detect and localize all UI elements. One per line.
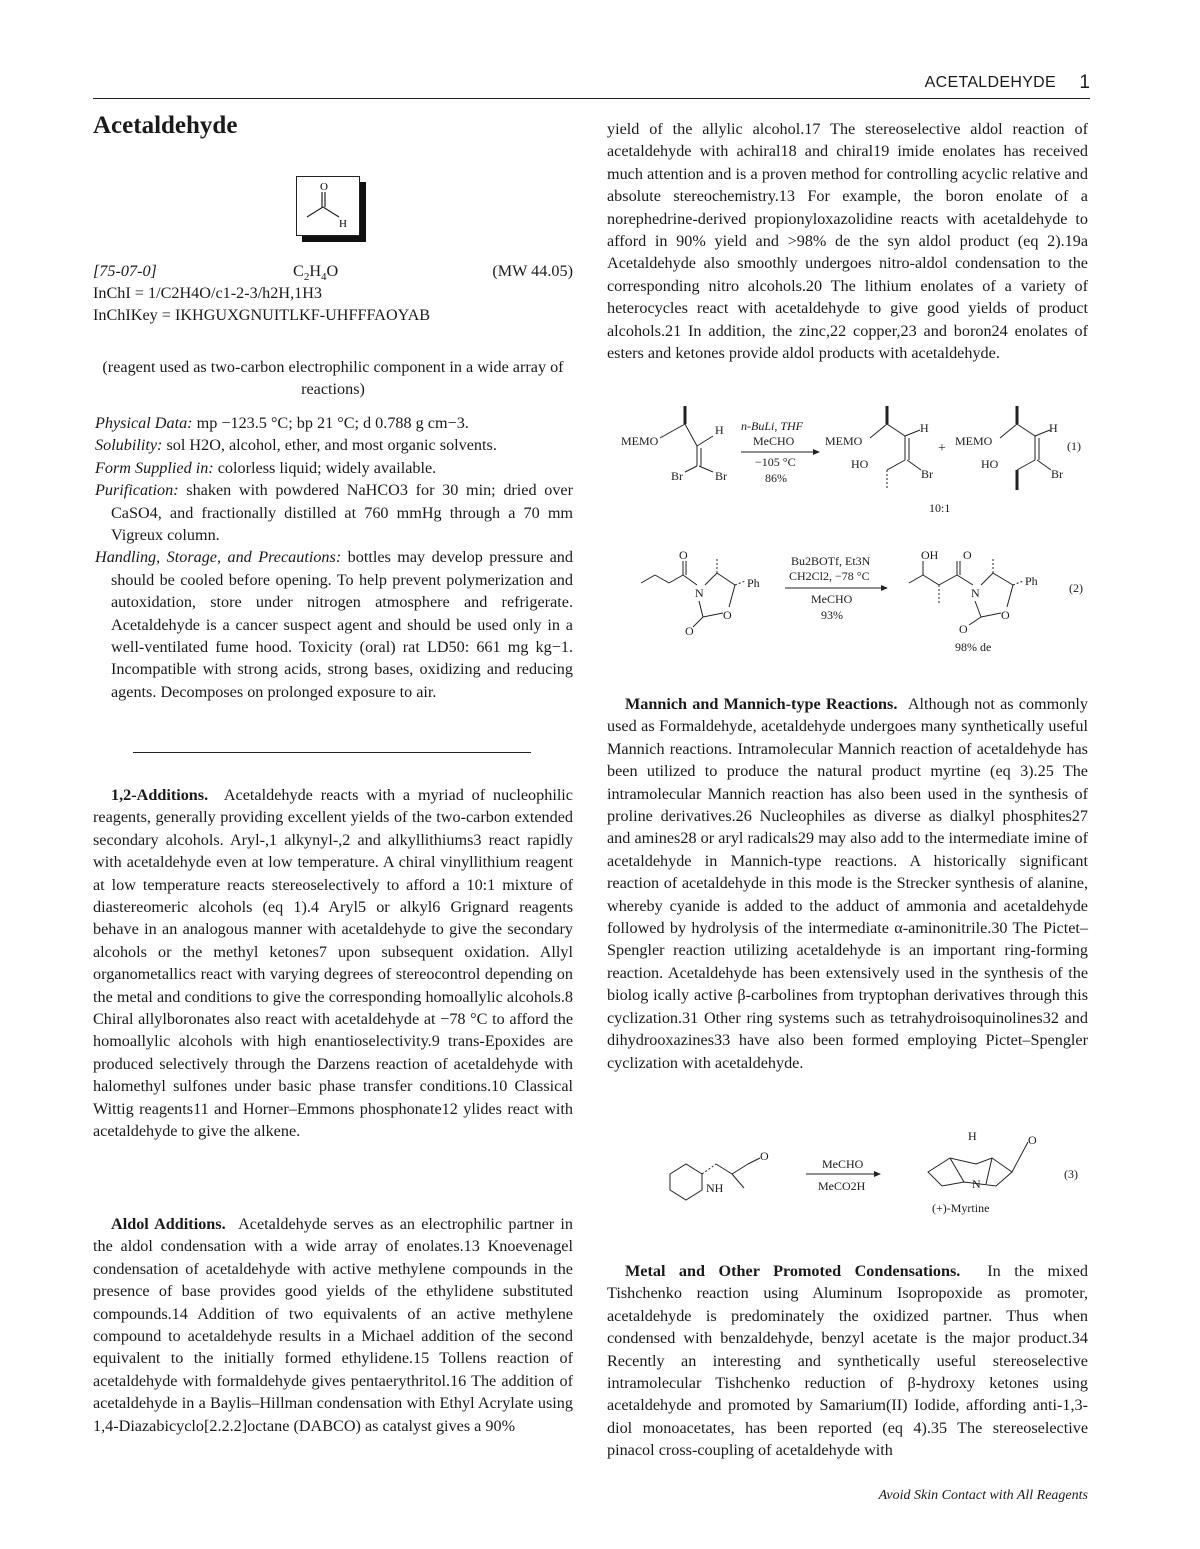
s1-cond1: n-BuLi, THF <box>741 419 804 433</box>
s2-cond3: MeCHO <box>811 592 853 606</box>
meta-line <box>93 260 573 282</box>
s3-sm-nh: NH <box>706 1181 724 1195</box>
scheme-eq3 <box>660 1128 1090 1223</box>
s2-p-o2: O <box>1001 608 1010 622</box>
section-additions <box>93 784 573 1143</box>
s3-eq: (3) <box>1064 1167 1078 1181</box>
s2-de: 98% de <box>955 640 992 654</box>
s2-p-ph: Ph <box>1025 574 1038 588</box>
additions-heading: 1,2-Additions. <box>111 786 209 804</box>
s1-cond3: −105 °C <box>755 455 796 469</box>
s2-sm-o3: O <box>685 624 694 638</box>
s1-p1-memo: MEMO <box>825 434 863 448</box>
s1-cond4: 86% <box>765 471 787 485</box>
s3-p-o: O <box>1028 1133 1037 1147</box>
mannich-body: Although not as commonly used as Formaldehyde, acetaldehyde undergoes many synthetically useful Mannich reactions. Intramolecular Mannich reaction of acetaldehyde has been utilized to produce the natural product myrtine (eq 3).25 The intramolecular Mannich reaction has also been used in the synthesis of proline derivatives.26 Nucleophiles as diverse as dialkyl phosphites27 and amines28 or aryl radicals29 may also add to the intermediate imine of acetaldehyde in Mannich-type reactions. A historically significant reaction of acetaldehyde in this mode is the Strecker synthesis of alanine, whereby cyanide is added to the adduct of ammonia and acetaldehyde followed by hydrolysis of the intermediate α-aminonitrile.30 The Pictet–Spengler reaction utilizing acetaldehyde is an important ring-forming reaction. Acetaldehyde has been extensively used in the synthesis of the biolog ically active β-carbolines from tryptophan derivatives through this cyclization.31 Other ring systems such as tetrahydroisoquinolines32 and dihydrooxazines33 have also been formed employing Pictet–Spengler cyclization with acetaldehyde. <box>607 695 1089 1072</box>
s2-p-n: N <box>971 586 980 600</box>
s1-sm-memo: MEMO <box>621 434 659 448</box>
s1-sm-br2: Br <box>715 469 727 483</box>
purification-value: shaken with powdered NaHCO3 for 30 min; dried over CaSO4, and fractionally distilled at 760 mmHg through a 70 mm Vigreux column. <box>111 481 573 545</box>
atom-h: H <box>339 218 347 230</box>
s1-p1-ho: HO <box>851 457 869 471</box>
s1-sm-br1: Br <box>671 469 683 483</box>
scheme-eq1 <box>615 400 1090 520</box>
section-aldol <box>93 1213 573 1437</box>
s2-cond4: 93% <box>821 608 843 622</box>
s2-cond1: Bu2BOTf, Et3N <box>791 554 871 568</box>
form-label: Form Supplied in: <box>95 458 214 477</box>
s1-p2-ho: HO <box>981 457 999 471</box>
acetaldehyde-structure <box>296 176 360 236</box>
running-header-title: ACETALDEHYDE <box>924 74 1056 91</box>
atom-o: O <box>320 181 328 193</box>
reagent-description: (reagent used as two-carbon electrophilic component in a wide array of reactions) <box>102 358 564 399</box>
scheme-eq2 <box>625 545 1090 660</box>
s1-plus: + <box>938 441 946 456</box>
article-title: Acetaldehyde <box>93 112 238 139</box>
s1-p2-memo: MEMO <box>955 434 993 448</box>
s2-p-o3: O <box>959 622 968 636</box>
s2-sm-n: N <box>695 586 704 600</box>
s1-p1-h: H <box>920 421 929 435</box>
s3-p-h: H <box>968 1129 977 1143</box>
s1-sm-h: H <box>715 423 724 437</box>
handling-label: Handling, Storage, and Precautions: <box>95 548 342 567</box>
metal-heading: Metal and Other Promoted Condensations. <box>625 1262 961 1280</box>
section-metal <box>607 1260 1088 1462</box>
s1-cond2: MeCHO <box>753 434 795 448</box>
purification-label: Purification: <box>95 481 179 500</box>
s1-p1-br: Br <box>921 467 933 481</box>
s1-eq: (1) <box>1067 439 1081 453</box>
s1-p2-br: Br <box>1051 467 1063 481</box>
s2-p-oh: OH <box>921 548 939 562</box>
s2-sm-ph: Ph <box>747 576 760 590</box>
s3-name: (+)-Myrtine <box>932 1201 990 1215</box>
page-number: 1 <box>1079 72 1090 93</box>
header-rule <box>93 98 1090 99</box>
physical-data-value: mp −123.5 °C; bp 21 °C; d 0.788 g cm−3. <box>196 414 469 432</box>
form-value: colorless liquid; widely available. <box>217 458 437 477</box>
s2-sm-o: O <box>679 548 688 562</box>
s2-sm-o2: O <box>723 608 732 622</box>
s3-cond2: MeCO2H <box>818 1179 866 1193</box>
properties-block <box>93 412 573 703</box>
structure-drawing <box>297 177 359 235</box>
inchi: InChI = 1/C2H4O/c1-2-3/h2H,1H3 <box>93 284 322 302</box>
formula: $C_2H_4O$ <box>293 262 339 284</box>
solubility-value: sol H2O, alcohol, ether, and most organic solvents. <box>166 436 497 455</box>
s3-cond1: MeCHO <box>822 1157 864 1171</box>
s2-eq: (2) <box>1069 581 1083 595</box>
molecular-weight: (MW 44.05) <box>492 262 573 280</box>
handling-value: bottles may develop pressure and should be cooled before opening. To help prevent polymerization and autoxidation, store under nitrogen atmosphere and refrigerate. Acetaldehyde is a cancer suspect agent and should be used only in a well-ventilated fume hood. Toxicity (oral) rat LD50: 661 mg kg−1. Incompatible with strong acids, strong bases, oxidizing and reducing agents. Decomposes on prolonged exposure to air. <box>111 548 573 701</box>
s3-p-n: N <box>972 1177 981 1191</box>
physical-data-label: Physical Data: <box>95 414 193 432</box>
aldol-heading: Aldol Additions. <box>111 1215 226 1233</box>
s1-p2-h: H <box>1049 421 1058 435</box>
s2-cond2: CH2Cl2, −78 °C <box>789 569 870 583</box>
section-mannich <box>607 693 1088 1074</box>
aldol-body-right: yield of the allylic alcohol.17 The stereoselective aldol reaction of acetaldehyde with achiral18 and chiral19 imide enolates has received much attention and is a proven method for controlling acyclic relative and absolute stereochemistry.13 For example, the boron enolate of a norephedrine-derived propionyloxazolidine reacts with acetaldehyde to afford in 90% yield and >98% de the syn aldol product (eq 2).19a Acetaldehyde also smoothly undergoes nitro-aldol condensation to the corresponding nitro alcohols.20 The lithium enolates of a variety of heterocycles react with acetaldehyde to give good yields of product alcohols.21 In addition, the zinc,22 copper,23 and boron24 enolates of esters and ketones provide aldol products with acetaldehyde. <box>607 120 1088 363</box>
mannich-heading: Mannich and Mannich-type Reactions. <box>625 695 898 713</box>
footer-note: Avoid Skin Contact with All Reagents <box>878 1488 1088 1503</box>
aldol-continuation <box>607 118 1088 364</box>
s1-ratio: 10:1 <box>929 501 951 515</box>
metal-body: In the mixed Tishchenko reaction using Aluminum Isopropoxide as promoter, acetaldehyde is predominately the oxidized partner. Thus when condensed with benzaldehyde, benzyl acetate is the major product.34 Recently an interesting and synthetically useful stereoselective intramolecular Tishchenko reduction of β-hydroxy ketones using acetaldehyde and promoted by Samarium(II) Iodide, affording anti-1,3-diol monoacetates, has been reported (eq 4).35 The stereoselective pinacol cross-coupling of acetaldehyde with <box>607 1262 1088 1460</box>
section-divider <box>133 752 531 753</box>
additions-body: Acetaldehyde reacts with a myriad of nucleophilic reagents, generally providing excellent yields of the two-carbon extended secondary alcohols. Aryl-,1 alkynyl-,2 and alkyllithiums3 react rapidly with acetaldehyde even at low temperature. A chiral vinyllithium reagent at low temperature reacts stereoselectively to afford a 10:1 mixture of diastereomeric alcohols (eq 1).4 Aryl5 or alkyl6 Grignard reagents behave in an analogous manner with acetaldehyde to give the secondary alcohols or the methyl ketones7 upon subsequent oxidation. Allyl organometallics react with varying degrees of stereocontrol depending on the metal and conditions to give the corresponding homoallylic alcohols.8 Chiral allylboronates also react with acetaldehyde at −78 °C to afford the homoallylic alcohols with high enantioselectivity.9 trans-Epoxides are produced selectively through the Darzens reaction of acetaldehyde with halomethyl sulfones under basic phase transfer conditions.10 Classical Wittig reagents11 and Horner–Emmons phosphonate12 ylides react with acetaldehyde to give the alkene. <box>93 786 573 1141</box>
s2-p-o: O <box>963 548 972 562</box>
inchikey: InChIKey = IKHGUXGNUITLKF-UHFFFAOYAB <box>93 306 431 324</box>
cas-number: [75-07-0] <box>93 262 157 280</box>
solubility-label: Solubility: <box>95 436 163 455</box>
s3-sm-o: O <box>760 1149 769 1163</box>
aldol-body-left: Acetaldehyde serves as an electrophilic partner in the aldol condensation with a wide array of enolates.13 Knoevenagel condensation of acetaldehyde with active methylene compounds in the presence of base provides good yields of the ethylidene substituted compounds.14 Addition of two equivalents of an active methylene compound to acetaldehyde results in a Michael addition of the second equivalent to the initially formed ethylidene.15 Tollens reaction of acetaldehyde with formaldehyde gives pentaerythritol.16 The addition of acetaldehyde in a Baylis–Hillman condensation with Ethyl Acrylate using 1,4-Diazabicyclo[2.2.2]octane (DABCO) as catalyst gives a 90% <box>93 1215 573 1435</box>
